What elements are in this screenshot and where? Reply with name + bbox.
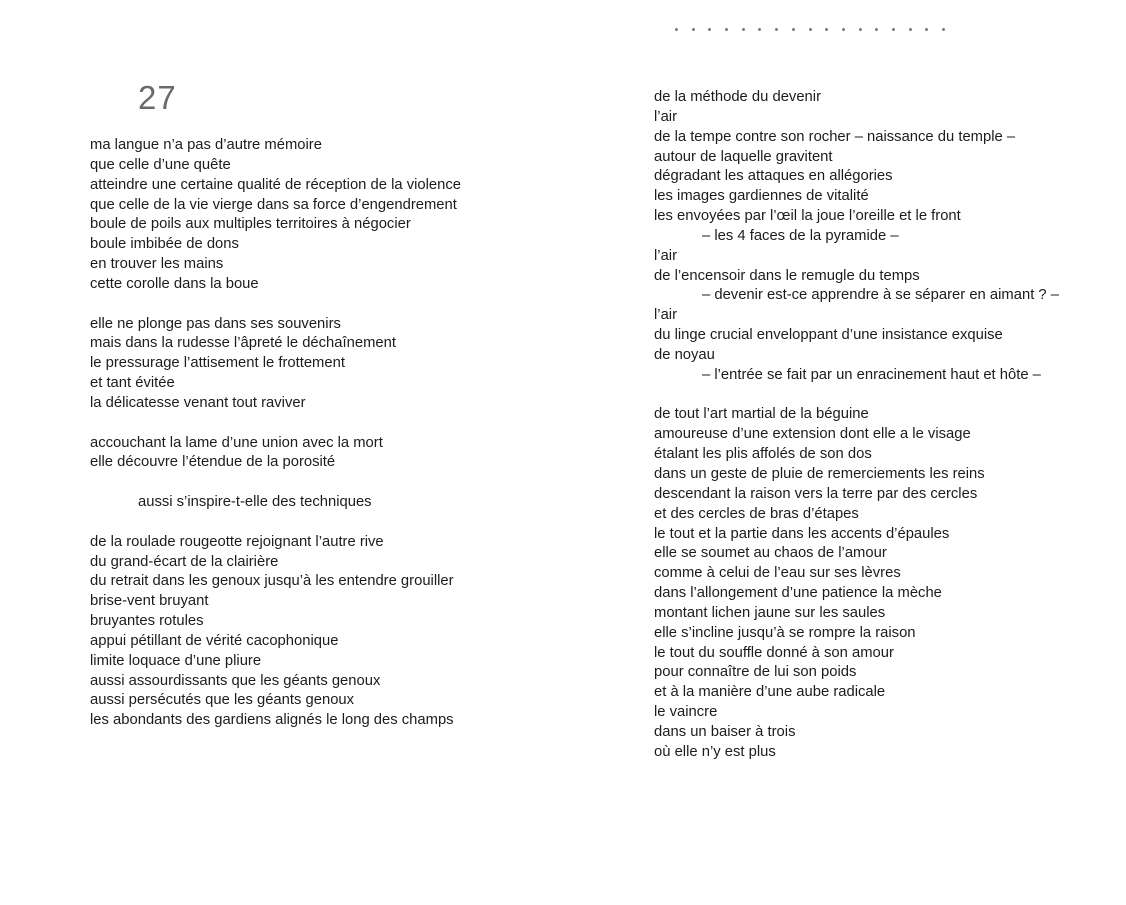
poem-line: cette corolle dans la boue (90, 275, 259, 292)
dot (758, 28, 761, 31)
poem-line: elle s’incline jusqu’à se rompre la raison (654, 624, 916, 641)
poem-line: aussi persécutés que les géants genoux (90, 692, 355, 709)
poem-line: dans un geste de pluie de remerciements les reins (654, 465, 985, 482)
dot (892, 28, 895, 31)
poem-line: descendant la raison vers la terre par des cercles (654, 485, 978, 502)
poem-line: de tout l’art martial de la béguine (654, 406, 869, 423)
poem-line: aussi s’inspire-t-elle des techniques (138, 494, 372, 511)
poem-line: en trouver les mains (90, 256, 224, 273)
stanza (654, 88, 1059, 386)
poem-line: de la roulade rougeotte rejoignant l’autre rive (90, 533, 384, 550)
poem-line: les abondants des gardiens alignés le long des champs (90, 712, 454, 729)
poem-line: appui pétillant de vérité cacophonique (90, 632, 339, 649)
poem-line: la délicatesse venant tout raviver (90, 394, 306, 411)
right-poem (654, 88, 1059, 782)
dot (875, 28, 878, 31)
poem-line: les images gardiennes de vitalité (654, 188, 869, 205)
stanza (90, 493, 461, 513)
poem-line: dégradant les attaques en allégories (654, 168, 893, 185)
poem-line: et des cercles de bras d’étapes (654, 505, 859, 522)
poem-line: de la méthode du devenir (654, 89, 821, 105)
poem-line: bruyantes rotules (90, 613, 204, 630)
stanza (90, 533, 461, 731)
poem-line: – les 4 faces de la pyramide – (702, 227, 899, 244)
poem-line: amoureuse d’une extension dont elle a le visage (654, 426, 971, 443)
poem-line: atteindre une certaine qualité de réception de la violence (90, 176, 461, 193)
poem-line: les envoyées par l’œil la joue l’oreille et le front (654, 208, 961, 225)
poem-line: que celle d’une quête (90, 156, 231, 173)
dot (859, 28, 862, 31)
dot (809, 28, 812, 31)
dot (925, 28, 928, 31)
poem-line: et tant évitée (90, 375, 175, 392)
poem-line: ma langue n’a pas d’autre mémoire (90, 137, 322, 153)
poem-line: dans l’allongement d’une patience la mèche (654, 585, 942, 602)
stanza (654, 405, 1059, 762)
poem-line: étalant les plis affolés de son dos (654, 446, 872, 463)
stanza (90, 315, 461, 414)
poem-line: brise-vent bruyant (90, 593, 209, 610)
poem-line: pour connaître de lui son poids (654, 664, 857, 681)
poem-line: elle se soumet au chaos de l’amour (654, 545, 887, 562)
poem-line: montant lichen jaune sur les saules (654, 604, 886, 621)
page-number: 27 (138, 79, 177, 116)
poem-line: le pressurage l’attisement le frottement (90, 355, 345, 372)
poem-line: le vaincre (654, 704, 718, 721)
dot (942, 28, 945, 31)
poem-line: de l’encensoir dans le remugle du temps (654, 267, 920, 284)
poem-line: boule imbibée de dons (90, 236, 239, 253)
poem-line: l’air (654, 108, 678, 125)
poem-line: elle ne plonge pas dans ses souvenirs (90, 315, 341, 332)
dot (675, 28, 678, 31)
dot (775, 28, 778, 31)
stanza (90, 136, 461, 295)
poem-line: du linge crucial enveloppant d’une insistance exquise (654, 327, 1003, 344)
dot (792, 28, 795, 31)
stanza (90, 434, 461, 474)
poem-line: où elle n’y est plus (654, 743, 776, 760)
poem-line: limite loquace d’une pliure (90, 652, 262, 669)
poem-line: de noyau (654, 346, 715, 363)
dot (825, 28, 828, 31)
poem-line: l’air (654, 247, 678, 264)
poem-line: elle découvre l’étendue de la porosité (90, 454, 336, 471)
poem-line: mais dans la rudesse l’âpreté le déchaînement (90, 335, 396, 352)
poem-line: boule de poils aux multiples territoires à négocier (90, 216, 411, 233)
poem-line: et à la manière d’une aube radicale (654, 684, 886, 701)
dot (708, 28, 711, 31)
poem-line: du grand-écart de la clairière (90, 553, 279, 570)
poem-line: comme à celui de l’eau sur ses lèvres (654, 565, 901, 582)
poem-line: l’air (654, 307, 678, 324)
dot (909, 28, 912, 31)
poem-line: dans un baiser à trois (654, 723, 796, 740)
poem-line: accouchant la lame d’une union avec la mort (90, 434, 383, 451)
poem-line: le tout du souffle donné à son amour (654, 644, 894, 661)
poem-line: le tout et la partie dans les accents d’épaules (654, 525, 950, 542)
dot (842, 28, 845, 31)
poem-line: de la tempe contre son rocher – naissance du temple – (654, 128, 1016, 145)
poem-line: autour de laquelle gravitent (654, 148, 833, 165)
dot (725, 28, 728, 31)
dot (692, 28, 695, 31)
poem-line: que celle de la vie vierge dans sa force d’engendrement (90, 196, 457, 213)
poem-line: du retrait dans les genoux jusqu’à les entendre grouiller (90, 573, 454, 590)
poem-line: aussi assourdissants que les géants genoux (90, 672, 381, 689)
poem-line: – devenir est-ce apprendre à se séparer en aimant ? – (702, 287, 1059, 304)
poem-line: – l’entrée se fait par un enracinement haut et hôte – (702, 366, 1041, 383)
decorative-dot-row (675, 28, 959, 31)
left-poem (90, 136, 461, 751)
dot (742, 28, 745, 31)
